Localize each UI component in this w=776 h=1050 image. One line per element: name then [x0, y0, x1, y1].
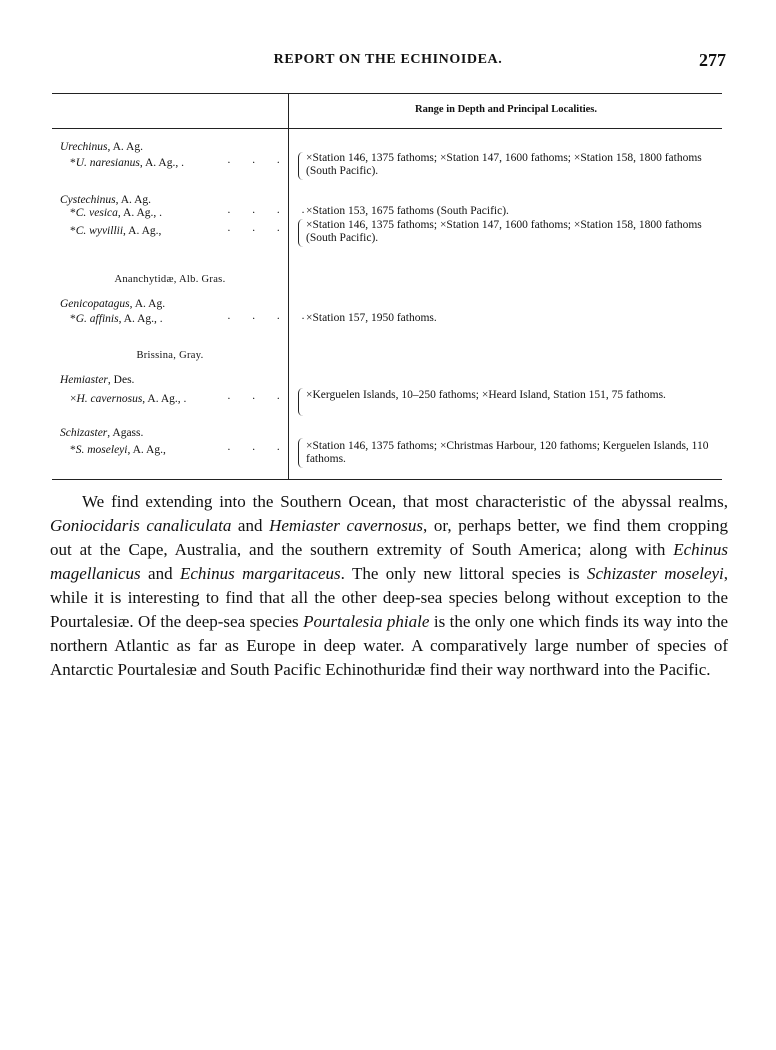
- species-table: [52, 93, 722, 480]
- column-divider: [288, 94, 289, 479]
- dot-leader: · · ·: [227, 157, 290, 169]
- species-genicopatagus-affinis: *G. affinis, A. Ag., .: [70, 313, 163, 325]
- dot-leader: · · · ·: [227, 313, 314, 325]
- range-cystechinus-wyvillii: ×Station 146, 1375 fathoms; ×Station 147, 1600 fathoms; ×Station 158, 1800 fathoms (South Pacific).: [306, 219, 702, 244]
- dot-leader: · · ·: [227, 444, 290, 456]
- dot-leader: · · · ·: [227, 207, 314, 219]
- running-title: REPORT ON THE ECHINOIDEA.: [273, 52, 503, 67]
- header-rule: [52, 128, 722, 129]
- range-schizaster-moseleyi: ×Station 146, 1375 fathoms; ×Christmas Harbour, 120 fathoms; Kerguelen Islands, 110 fathoms.: [306, 440, 709, 465]
- running-head: [50, 50, 726, 72]
- species-schizaster-moseleyi: *S. moseleyi, A. Ag.,: [70, 444, 166, 456]
- brace-bracket: [298, 152, 305, 180]
- species-cystechinus-vesica: *C. vesica, A. Ag., .: [70, 207, 162, 219]
- page-number: 277: [699, 50, 726, 70]
- body-paragraph: We find extending into the Southern Ocean, that most characteristic of the abyssal realms, Goniocidaris canaliculata and Hemiaster cavernosus, or, perhaps better, we find them cropping out at the Cape, Australia, and the southern extremity of South America; along with Echinus magellanicus and Echinus margaritaceus. The only new littoral species is Schizaster moseleyi, while it is interesting to find that all the other deep-sea species belong without exception to the Pourtalesiæ. Of the deep-sea species Pourtalesia phiale is the only one which finds its way into the northern Atlantic as far as Europe in deep water. A comparatively large number of species of Antarctic Pourtalesiæ and South Pacific Echinothuridæ find their way northward into the Pacific.: [50, 492, 729, 679]
- family-ananchytidae: Ananchytidæ, Alb. Gras.: [114, 274, 226, 285]
- range-cystechinus-vesica: ×Station 153, 1675 fathoms (South Pacific).: [306, 205, 509, 217]
- species-cystechinus-wyvillii: *C. wyvillii, A. Ag.,: [70, 225, 162, 237]
- brace-bracket: [298, 438, 305, 468]
- brace-bracket: [298, 388, 305, 416]
- genus-hemiaster: Hemiaster, Des.: [60, 374, 135, 386]
- range-urechinus-naresianus: ×Station 146, 1375 fathoms; ×Station 147, 1600 fathoms; ×Station 158, 1800 fathoms (South Pacific).: [306, 152, 702, 177]
- species-hemiaster-cavernosus: ×H. cavernosus, A. Ag., .: [70, 393, 187, 405]
- brace-bracket: [298, 219, 305, 247]
- range-hemiaster-cavernosus: ×Kerguelen Islands, 10–250 fathoms; ×Heard Island, Station 151, 75 fathoms.: [306, 389, 666, 401]
- genus-cystechinus: Cystechinus, A. Ag.: [60, 194, 152, 206]
- genus-genicopatagus: Genicopatagus, A. Ag.: [60, 298, 166, 310]
- genus-urechinus: Urechinus, A. Ag.: [60, 141, 143, 153]
- range-genicopatagus-affinis: ×Station 157, 1950 fathoms.: [306, 312, 437, 324]
- dot-leader: · · ·: [227, 393, 290, 405]
- family-brissina: Brissina, Gray.: [136, 350, 204, 361]
- dot-leader: · · ·: [227, 225, 290, 237]
- genus-schizaster: Schizaster, Agass.: [60, 427, 144, 439]
- species-urechinus-naresianus: *U. naresianus, A. Ag., .: [70, 157, 184, 169]
- range-column-header: Range in Depth and Principal Localities.: [414, 104, 597, 115]
